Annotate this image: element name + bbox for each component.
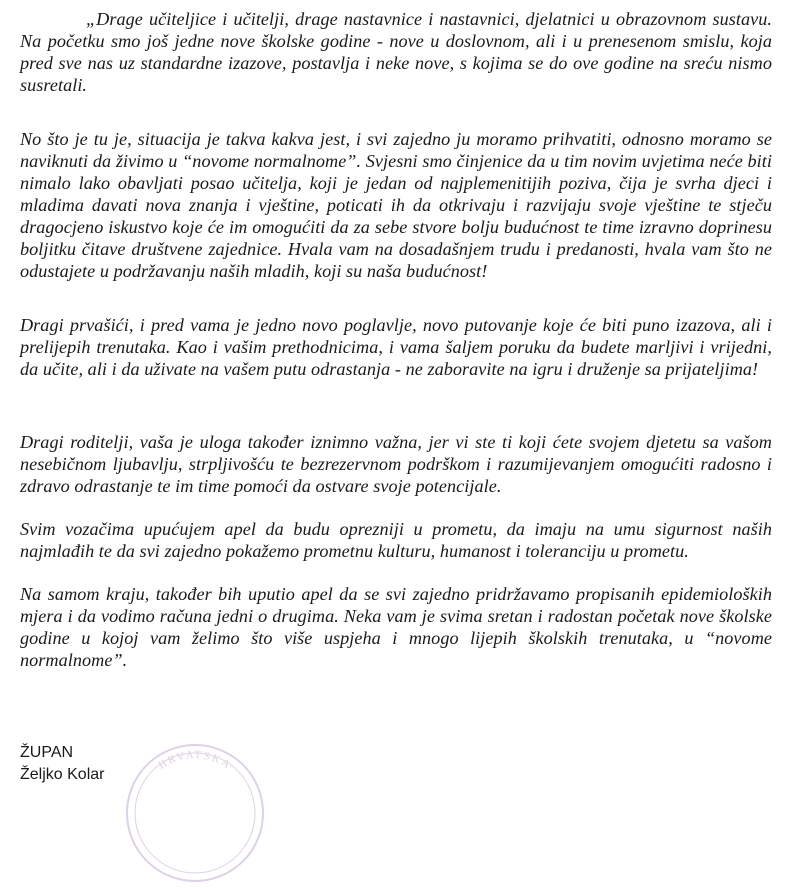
paragraph-greeting-teachers: „Drage učiteljice i učitelji, drage nastavnice i nastavnici, djelatnici u obrazovnom sustavu. Na početku smo još jedne nove školske godine - nove u doslovnom, ali i u prenesenom smislu, koja pred sve nas uz standardne izazove, postavlja i neke nove, s kojima se do ove godine na sreću nismo susretali. xyxy=(20,9,772,95)
signature-name: Željko Kolar xyxy=(20,766,105,783)
signature-block xyxy=(20,742,104,786)
paragraph-closing: Na samom kraju, također bih uputio apel da se svi zajedno pridržavamo propisanih epidemioloških mjera i da vodimo računa jedni o drugima. Neka vam je svima sretan i radostan početak nove školske godine u kojoj vam želimo što više uspjeha i mnogo lijepih školskih trenutaka, u “novome normalnome”. xyxy=(20,584,772,670)
signature-title: ŽUPAN xyxy=(20,744,74,761)
paragraph-first-graders: Dragi prvašići, i pred vama je jedno novo poglavlje, novo putovanje koje će biti puno izazova, ali i prelijepih trenutaka. Kao i vašim prethodnicima, i vama šaljem poruku da budete marljivi i vrijedni, da učite, ali i da uživate na vašem putu odrastanja - ne zaboravite na igru i druženje sa prijateljima! xyxy=(20,315,772,379)
official-stamp-seal xyxy=(120,738,270,888)
svg-text:HRVATSKA: HRVATSKA xyxy=(156,748,234,772)
paragraph-new-normal: No što je tu je, situacija je takva kakva jest, i svi zajedno ju moramo prihvatiti, odnosno moramo se naviknuti da živimo u “novome normalnome”. Svjesni smo činjenice da u tim novim uvjetima neće biti nimalo lako obavljati posao učitelja, koji je jedan od najplemenitijih poziva, čija je svrha djeci i mladima davati nova znanja i vještine, poticati ih da otkrivaju i razvijaju svoje vještine te stječu dragocjeno iskustvo koje će im omogućiti da za sebe stvore bolju budućnost te time izravno doprinesu boljitku čitave društvene zajednice. Hvala vam na dosadašnjem trudu i predanosti, hvala vam što ne odustajete u podržavanju naših mladih, koji su naša budućnost! xyxy=(20,129,772,281)
paragraph-drivers: Svim vozačima upućujem apel da budu oprezniji u prometu, da imaju na umu sigurnost naših najmlađih te da svi zajedno pokažemo prometnu kulturu, humanost i toleranciju u prometu. xyxy=(20,519,772,561)
paragraph-parents: Dragi roditelji, vaša je uloga također iznimno važna, jer vi ste ti koji ćete svojem djetetu sa vašom nesebičnom ljubavlju, strpljivošću te bezrezervnom podrškom i razumijevanjem omogućiti radosno i zdravo odrastanje te im time pomoći da ostvare svoje potencijale. xyxy=(20,432,772,496)
